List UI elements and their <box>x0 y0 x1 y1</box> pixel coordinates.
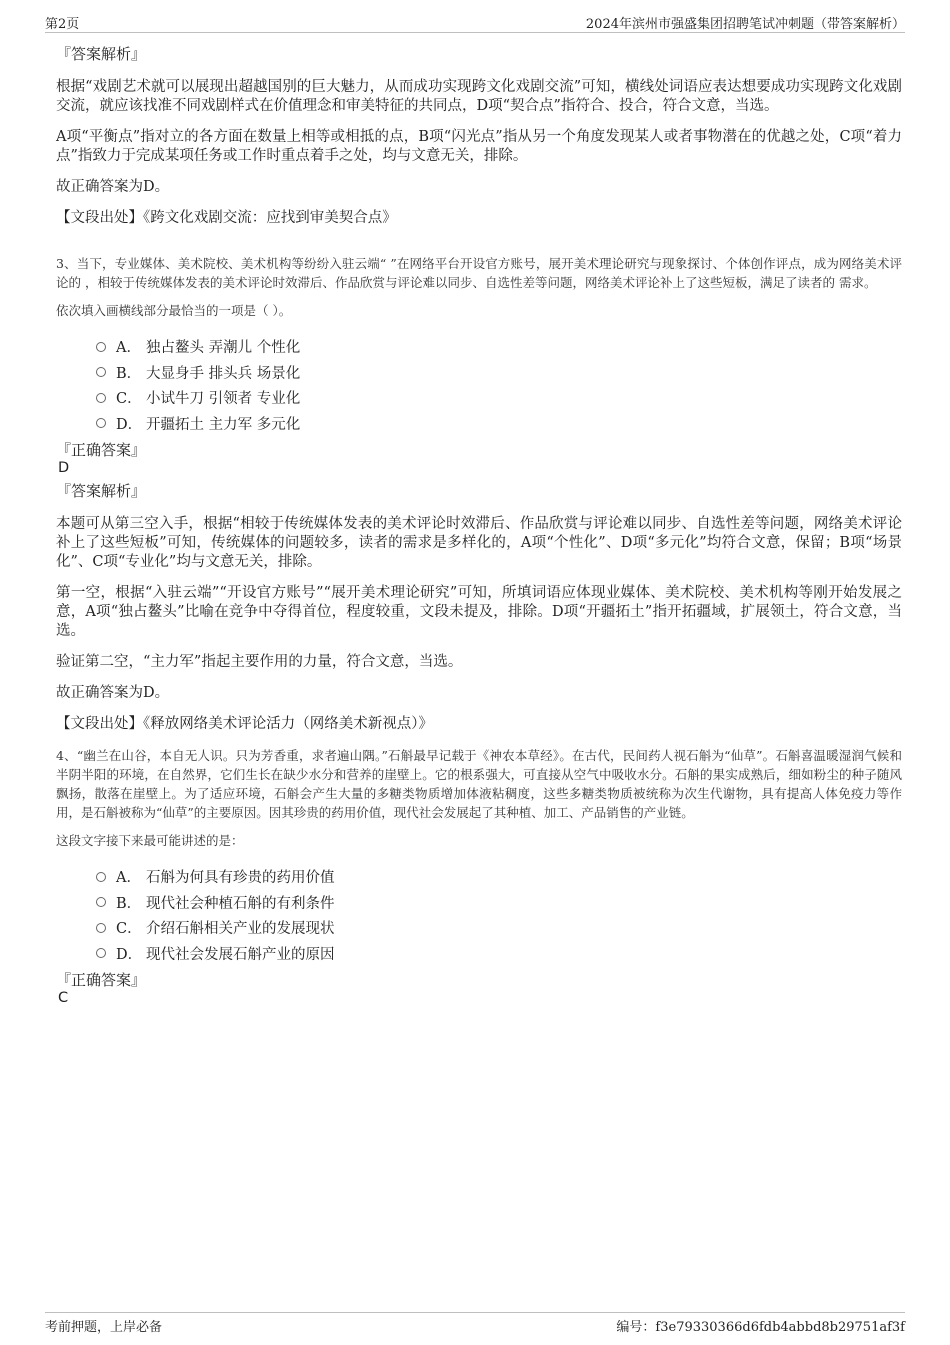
analysis-paragraph: 根据“戏剧艺术就可以展现出超越国别的巨大魅力，从而成功实现跨文化戏剧交流”可知，横线处词语应表达想要成功实现跨文化戏剧交流，就应该找准不同戏剧样式在价值理念和审美特征的共同点，D项“契合点”指符合、投合，符合文意，当选。 <box>56 79 902 114</box>
option-letter: D． <box>116 416 143 433</box>
document-body <box>56 44 902 1011</box>
option-letter: B． <box>116 365 142 382</box>
option-text: 小试牛刀 引领者 专业化 <box>146 391 301 408</box>
radio-icon[interactable] <box>96 342 106 352</box>
analysis-label: 『答案解析』 <box>56 482 147 500</box>
answer-statement: 故正确答案为D。 <box>56 179 170 195</box>
option-letter: A． <box>116 340 141 357</box>
option-text: 介绍石斛相关产业的发展现状 <box>146 921 335 938</box>
option-list <box>96 334 902 436</box>
radio-icon[interactable] <box>96 393 106 403</box>
radio-icon[interactable] <box>96 872 106 882</box>
analysis-paragraph: 验证第二空，“主力军”指起主要作用的力量，符合文意，当选。 <box>56 654 463 670</box>
option-a[interactable] <box>96 864 902 890</box>
page-header <box>45 12 905 33</box>
option-b[interactable] <box>96 890 902 916</box>
radio-icon[interactable] <box>96 948 106 958</box>
document-title: 2024年滨州市强盛集团招聘笔试冲刺题（带答案解析） <box>585 16 905 32</box>
option-letter: A． <box>116 870 141 887</box>
page-number: 第2页 <box>45 16 80 32</box>
source-citation: 【文段出处】《跨文化戏剧交流：应找到审美契合点》 <box>56 210 397 226</box>
correct-answer-value: C <box>58 990 69 1006</box>
radio-icon[interactable] <box>96 418 106 428</box>
question-stem: 3、当下，专业媒体、美术院校、美术机构等纷纷入驻云端“ ”在网络平台开设官方账号，展开美术理论研究与现象探讨、个体创作评点，成为网络美术评论的 ，相较于传统媒体发表的美术评论时效滞后、作品欣赏与评论难以同步、自选性差等问题，网络美术评论补上了这些短板，满足了读者的 需求。 <box>56 256 902 290</box>
correct-answer-label: 『正确答案』 <box>56 441 147 459</box>
option-letter: C． <box>116 391 142 408</box>
radio-icon[interactable] <box>96 897 106 907</box>
question-prompt: 依次填入画横线部分最恰当的一项是（ ）。 <box>56 303 292 318</box>
question-stem: 4、“幽兰在山谷，本自无人识。只为芳香重，求者遍山隅。”石斛最早记载于《神农本草经》。在古代，民间药人视石斛为“仙草”。石斛喜温暖湿润气候和半阴半阳的环境，在自然界，它们生长在缺少水分和营养的崖壁上。它的根系强大，可直接从空气中吸收水分。石斛的果实成熟后，细如粉尘的种子随风飘扬，散落在崖壁上。为了适应环境，石斛会产生大量的多糖类物质增加体液粘稠度，这些多糖类物质被统称为次生代谢物，具有提高人体免疫力等作用，是石斛被称为“仙草”的主要原因。因其珍贵的药用价值，现代社会发展起了其种植、加工、产品销售的产业链。 <box>56 748 902 820</box>
source-citation: 【文段出处】《释放网络美术评论活力（网络美术新视点）》 <box>56 716 433 732</box>
correct-answer-label: 『正确答案』 <box>56 971 147 989</box>
radio-icon[interactable] <box>96 923 106 933</box>
analysis-paragraph: 第一空，根据“入驻云端”“开设官方账号”“展开美术理论研究”可知，所填词语应体现业媒体、美术院校、美术机构等刚开始发展之意，A项“独占鳌头”比喻在竞争中夺得首位，程度较重，文段未提及，排除。D项“开疆拓土”指开拓疆域，扩展领土，符合文意，当选。 <box>56 585 902 639</box>
correct-answer-value: D <box>58 460 70 476</box>
document-code: 编号：f3e79330366d6fdb4abbd8b29751af3f <box>616 1320 905 1335</box>
question-prompt: 这段文字接下来最可能讲述的是： <box>56 833 244 848</box>
option-text: 独占鳌头 弄潮儿 个性化 <box>146 340 301 357</box>
option-text: 石斛为何具有珍贵的药用价值 <box>146 870 335 887</box>
footer-slogan: 考前押题，上岸必备 <box>45 1320 163 1335</box>
option-letter: D． <box>116 946 143 963</box>
option-text: 大显身手 排头兵 场景化 <box>146 365 301 382</box>
option-d[interactable] <box>96 411 902 437</box>
analysis-label: 『答案解析』 <box>56 45 147 63</box>
option-text: 开疆拓土 主力军 多元化 <box>146 416 301 433</box>
answer-statement: 故正确答案为D。 <box>56 685 170 701</box>
option-text: 现代社会发展石斛产业的原因 <box>146 946 335 963</box>
radio-icon[interactable] <box>96 367 106 377</box>
analysis-paragraph: A项“平衡点”指对立的各方面在数量上相等或相抵的点，B项“闪光点”指从另一个角度发现某人或者事物潜在的优越之处，C项“着力点”指致力于完成某项任务或工作时重点着手之处，均与文意无关，排除。 <box>56 129 902 164</box>
option-c[interactable] <box>96 385 902 411</box>
analysis-paragraph: 本题可从第三空入手，根据“相较于传统媒体发表的美术评论时效滞后、作品欣赏与评论难以同步、自选性差等问题，网络美术评论补上了这些短板”可知，传统媒体的问题较多，读者的需求是多样化的，A项“个性化”、D项“多元化”均符合文意，保留；B项“场景化”、C项“专业化”均与文意无关，排除。 <box>56 516 902 570</box>
option-list <box>96 864 902 966</box>
option-a[interactable] <box>96 334 902 360</box>
option-letter: C． <box>116 921 142 938</box>
option-text: 现代社会种植石斛的有利条件 <box>146 895 335 912</box>
option-d[interactable] <box>96 941 902 967</box>
option-c[interactable] <box>96 915 902 941</box>
option-letter: B． <box>116 895 142 912</box>
option-b[interactable] <box>96 360 902 386</box>
page-footer <box>45 1312 905 1335</box>
